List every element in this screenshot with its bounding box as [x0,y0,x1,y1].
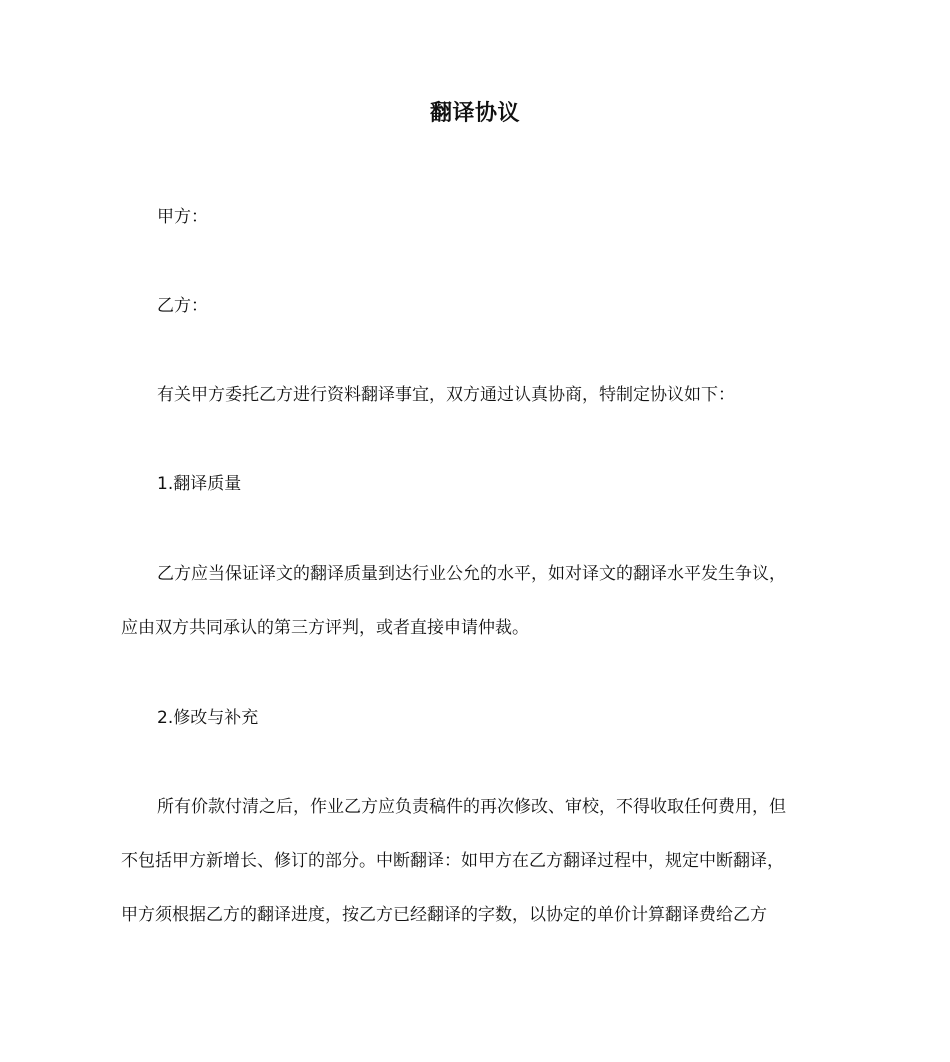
section2-line: 甲方须根据乙方的翻译进度，按乙方已经翻译的字数，以协定的单价计算翻译费给乙方 [121,905,767,925]
party-a-text: 甲方： [157,207,208,227]
section2-heading [121,691,836,745]
section2-heading-text: 2.修改与补充 [157,708,259,728]
section2-line: 不包括甲方新增长、修订的部分。中断翻译：如甲方在乙方翻译过程中，规定中断翻译， [121,851,784,871]
party-b-label [121,279,836,333]
section2-line: 所有价款付清之后，作业乙方应负责稿件的再次修改、审校，不得收取任何费用，但 [157,797,786,817]
section2-paragraph [121,780,836,942]
intro-text: 有关甲方委托乙方进行资料翻译事宜，双方通过认真协商，特制定协议如下： [157,385,735,405]
party-b-text: 乙方： [157,296,208,316]
section1-paragraph [121,547,836,655]
party-a-label [121,190,836,244]
section1-heading-text: 1.翻译质量 [157,474,242,494]
document-title: 翻译协议 [429,101,520,126]
intro-paragraph [121,368,836,422]
section1-heading [121,457,836,511]
section1-line: 乙方应当保证译文的翻译质量到达行业公允的水平，如对译文的翻译水平发生争议， [157,564,786,584]
section1-line: 应由双方共同承认的第三方评判，或者直接申请仲裁。 [121,618,529,638]
